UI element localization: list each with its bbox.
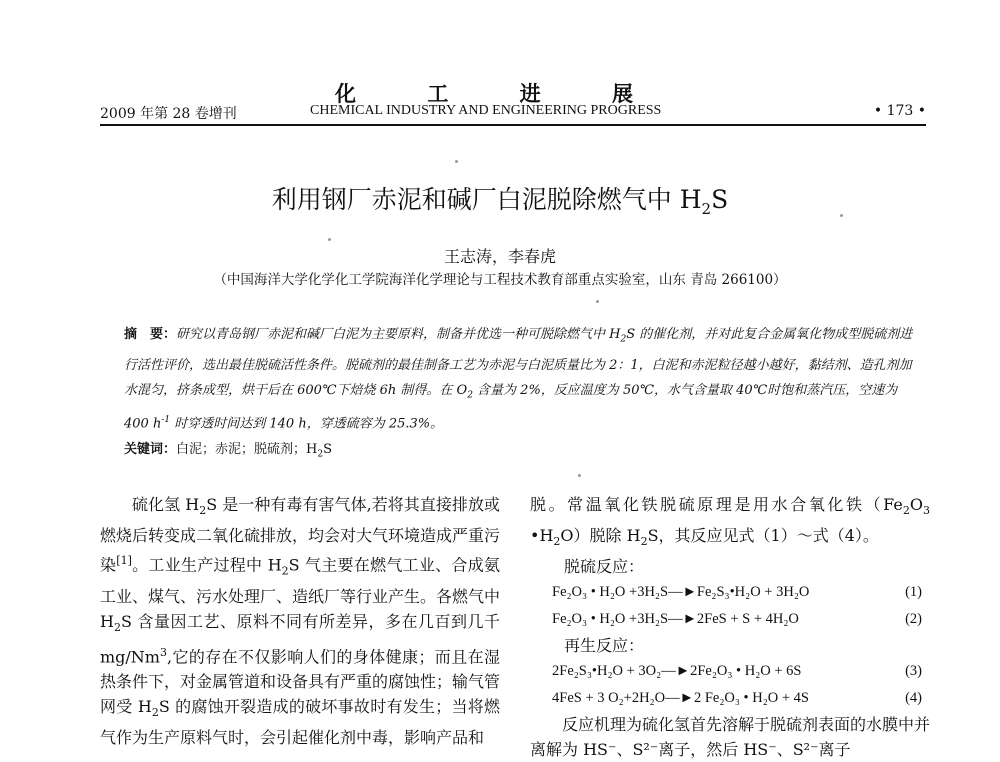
abstract-text-3: 含量为 2%，反应温度为 50℃，水气含量取 40℃时饱和蒸汽压，空速为 400 h	[124, 382, 898, 432]
intro-c: 。工业生产过程中 H	[131, 555, 282, 575]
scan-speck	[840, 214, 843, 217]
equation-1	[530, 579, 930, 606]
eq1-rhs: Fe₂S₃•H₂O + 3H₂O	[696, 584, 810, 601]
scan-speck	[596, 300, 599, 303]
eq4-arrow: —►	[665, 690, 694, 707]
intro-g: S 的腐蚀开裂造成的破坏事故时有发生；当将燃气作为生产原料气时，会引起催化剂中毒，影响产品和	[100, 697, 500, 748]
keywords-label: 关键词：	[124, 442, 177, 457]
eq1-arrow: —►	[668, 584, 697, 601]
intro-b: S 是一种有毒有害气体,若将其直接排放或燃烧后转变成二氧化硫排放，均会对大气环境造成严重污染	[100, 495, 501, 575]
mech-a: 脱。常温氧化铁脱硫原理是用水合氧化铁（Fe	[530, 495, 903, 514]
abstract-label: 摘 要：	[124, 327, 177, 342]
intro-c-sub: 2	[281, 564, 289, 578]
eq1-number: (1)	[905, 584, 922, 601]
eq2-number: (2)	[905, 611, 922, 628]
intro-d-sub: 2	[113, 620, 121, 634]
mech-c: •H	[530, 526, 554, 546]
title-subscript: 2	[701, 200, 712, 218]
eq4-lhs: 4FeS + 3 O₂+2H₂O	[552, 690, 666, 707]
eq2-arrow: —►	[668, 611, 697, 628]
abstract-sub-1: 2	[620, 334, 627, 345]
right-column	[530, 492, 930, 762]
title-main: 利用钢厂赤泥和碱厂白泥脱除燃气中 H	[271, 185, 702, 214]
abstract-text-2: S 的催化剂，并对此复合金属氧化物成型脱硫剂进行活性评价，选出最佳脱硫活性条件。脱硫剂的最佳制备工艺为赤泥与白泥质量比为 2：1，白泥和赤泥粒径越小越好，黏结剂、造孔剂加水混匀，挤条成型，烘干后在 600℃下焙烧 6h 制得。在 O	[124, 327, 913, 398]
reaction-mechanism-paragraph: 反应机理为硫化氢首先溶解于脱硫剂表面的水膜中并离解为 HS⁻、S²⁻离子，然后 HS⁻、S²⁻离子	[530, 715, 931, 760]
keywords-sub: 2	[317, 449, 324, 460]
eq2-rhs: 2FeS + S + 4H₂O	[696, 611, 799, 628]
journal-english-name: CHEMICAL INDUSTRY AND ENGINEERING PROGRESS	[310, 103, 662, 118]
article-authors: 王志涛，李春虎	[443, 247, 556, 266]
left-column	[100, 492, 500, 750]
mech-d: O）脱除 H	[560, 526, 641, 546]
abstract-block	[124, 322, 914, 437]
intro-e: S 含量因工艺、原料不同有所差异，多在几百到几千 mg/Nm	[100, 611, 500, 667]
article-affiliation: （中国海洋大学化学化工学院海洋化学理论与工程技术教育部重点实验室，山东 青岛 266100）	[213, 272, 787, 288]
intro-a: 硫化氢 H	[132, 495, 200, 514]
scan-speck	[455, 160, 458, 163]
eq4-number: (4)	[905, 690, 922, 707]
eq3-lhs: 2Fe₂S₃•H₂O + 3O₂	[552, 663, 662, 680]
citation-1: [1]	[116, 554, 132, 568]
keywords-text-1: 白泥；赤泥；脱硫剂；H	[176, 442, 318, 457]
mechanism-paragraph	[530, 492, 930, 554]
keywords-block	[124, 438, 914, 460]
equation-4	[530, 685, 930, 712]
scan-speck	[328, 238, 331, 241]
intro-paragraph	[100, 492, 500, 750]
abstract-text-1: 研究以青岛钢厂赤泥和碱厂白泥为主要原料，制备并优选一种可脱除燃气中 H	[176, 327, 621, 342]
equation-3	[530, 658, 930, 685]
eq2-lhs: Fe₂O₃ • H₂O +3H₂S	[552, 611, 669, 628]
eq1-lhs: Fe₂O₃ • H₂O +3H₂S	[552, 584, 669, 601]
desulfurization-label: 脱硫反应：	[564, 557, 645, 577]
page-number: • 173 •	[873, 103, 926, 119]
mech-s1: 2	[902, 504, 910, 518]
regeneration-label: 再生反应：	[564, 636, 645, 656]
intro-e-sup: 3	[159, 645, 167, 659]
eq4-rhs: 2 Fe₂O₃ • H₂O + 4S	[693, 690, 809, 707]
article-title	[0, 180, 1000, 218]
mech-s2: 3	[923, 504, 930, 518]
header-rule	[100, 124, 926, 126]
scan-speck	[578, 474, 581, 477]
abstract-sub-2: 2	[467, 390, 473, 401]
journal-header-title: 化 工 进 展	[335, 81, 665, 106]
title-end: S	[711, 185, 729, 214]
mech-s4: 2	[640, 535, 648, 549]
mech-s3: 2	[553, 535, 561, 549]
intro-f: ,它的存在不仅影响人们的身体健康；而且在湿热条件下，对金属管道和设备具有严重的腐蚀性；输气管网受 H	[100, 647, 501, 717]
intro-a-sub: 2	[199, 504, 207, 518]
eq3-rhs: 2Fe₂O₃ • H₂O + 6S	[690, 663, 802, 680]
mech-e: S，其反应见式（1）～式（4）。	[647, 526, 879, 546]
abstract-text-4: 时穿透时间达到 140 h，穿透硫容为 25.3%。	[170, 416, 444, 432]
journal-header-row	[100, 103, 926, 125]
equation-2	[530, 606, 930, 633]
mech-b: O	[909, 495, 923, 514]
intro-d: S 气主要在燃气工业、合成氨工业、煤气、污水处理厂、造纸厂等行业产生。各燃气中 H	[100, 555, 501, 631]
eq3-number: (3)	[905, 663, 922, 680]
abstract-sup-1: -1	[161, 415, 171, 426]
keywords-text-2: S	[323, 442, 332, 457]
eq3-arrow: —►	[661, 663, 691, 680]
intro-f-sub: 2	[151, 706, 159, 720]
issue-label: 2009 年第 28 卷增刊	[100, 106, 237, 122]
